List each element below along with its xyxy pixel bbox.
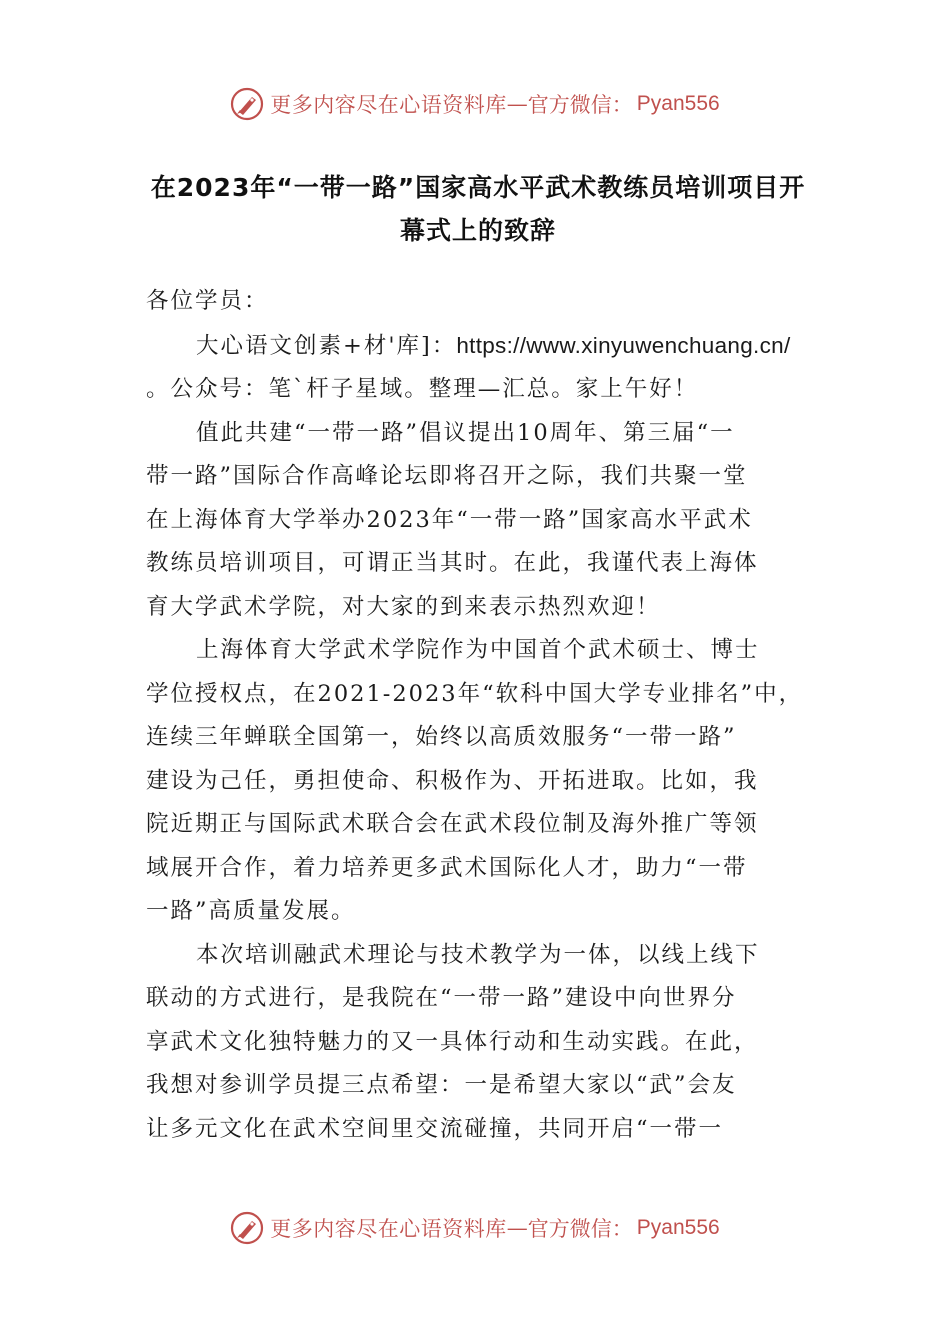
banner-text: 更多内容尽在心语资料库	[270, 1217, 507, 1241]
paragraph-line: 连续三年蝉联全国第一，始终以高质效服务“一带一路”	[146, 724, 737, 750]
document-body	[146, 280, 810, 1151]
paragraph-3	[146, 629, 810, 934]
paragraph-line: 值此共建“一带一路”倡议提出10周年、第三届“一	[196, 419, 735, 446]
paragraph-line: 享武术文化独特魅力的又一具体行动和生动实践。在此，	[146, 1028, 759, 1055]
banner-wechat-label: 官方微信：	[527, 1217, 633, 1241]
paragraph-line: 育大学武术学院，对大家的到来表示热烈欢迎！	[146, 593, 661, 620]
paragraph-line	[146, 324, 810, 369]
paragraph-line: 带一路”国际合作高峰论坛即将召开之际，我们共聚一堂	[146, 463, 748, 489]
banner-separator: —	[506, 1216, 528, 1240]
paragraph-line: 域展开合作，着力培养更多武术国际化人才，助力“一带	[146, 854, 748, 881]
banner-wechat-id: Pyan556	[636, 92, 720, 115]
title-line-1: 在2023年“一带一路”国家高水平武术教练员培训项目开	[150, 173, 806, 202]
banner-wechat-label: 官方微信：	[527, 93, 633, 117]
paragraph-line: 上海体育大学武术学院作为中国首个武术硕士、博士	[196, 637, 760, 663]
banner-wechat-id: Pyan556	[636, 1216, 720, 1239]
pen-nib-logo-icon	[230, 87, 264, 121]
paragraph-2	[146, 412, 810, 630]
paragraph-4	[146, 934, 810, 1152]
header-banner	[0, 84, 950, 124]
source-url: https://www.xinyuwenchuang.cn/	[456, 332, 791, 358]
footer-banner	[0, 1208, 950, 1248]
paragraph-line: 联动的方式进行，是我院在“一带一路”建设中向世界分	[146, 985, 737, 1011]
banner-text: 更多内容尽在心语资料库	[270, 93, 507, 117]
document-title	[148, 166, 808, 252]
paragraph-line: 建设为己任，勇担使命、积极作为、开拓进取。比如，我	[146, 767, 759, 794]
paragraph-line: 我想对参训学员提三点希望：一是希望大家以“武”会友	[146, 1072, 737, 1098]
paragraph-line: 学位授权点，在2021-2023年“软科中国大学专业排名”中，	[146, 680, 804, 707]
paragraph-line: 。公众号：笔`杆子星域。整理—汇总。家上午好！	[146, 376, 699, 402]
salutation: 各位学员：	[146, 288, 269, 314]
paragraph-line: 教练员培训项目，可谓正当其时。在此，我谨代表上海体	[146, 550, 759, 576]
title-line-2: 幕式上的致辞	[399, 216, 556, 245]
paragraph-line: 本次培训融武术理论与技术教学为一体，以线上线下	[196, 941, 760, 968]
source-prefix: 大心语文创素+材'库]：	[196, 332, 457, 359]
pen-nib-logo-icon	[230, 1211, 264, 1245]
paragraph-line: 让多元文化在武术空间里交流碰撞，共同开启“一带一	[146, 1115, 724, 1142]
paragraph-1	[146, 324, 810, 412]
paragraph-line: 院近期正与国际武术联合会在武术段位制及海外推广等领	[146, 811, 759, 837]
paragraph-line: 一路”高质量发展。	[146, 898, 356, 924]
paragraph-line: 在上海体育大学举办2023年“一带一路”国家高水平武术	[146, 506, 753, 533]
banner-separator: —	[506, 92, 528, 116]
